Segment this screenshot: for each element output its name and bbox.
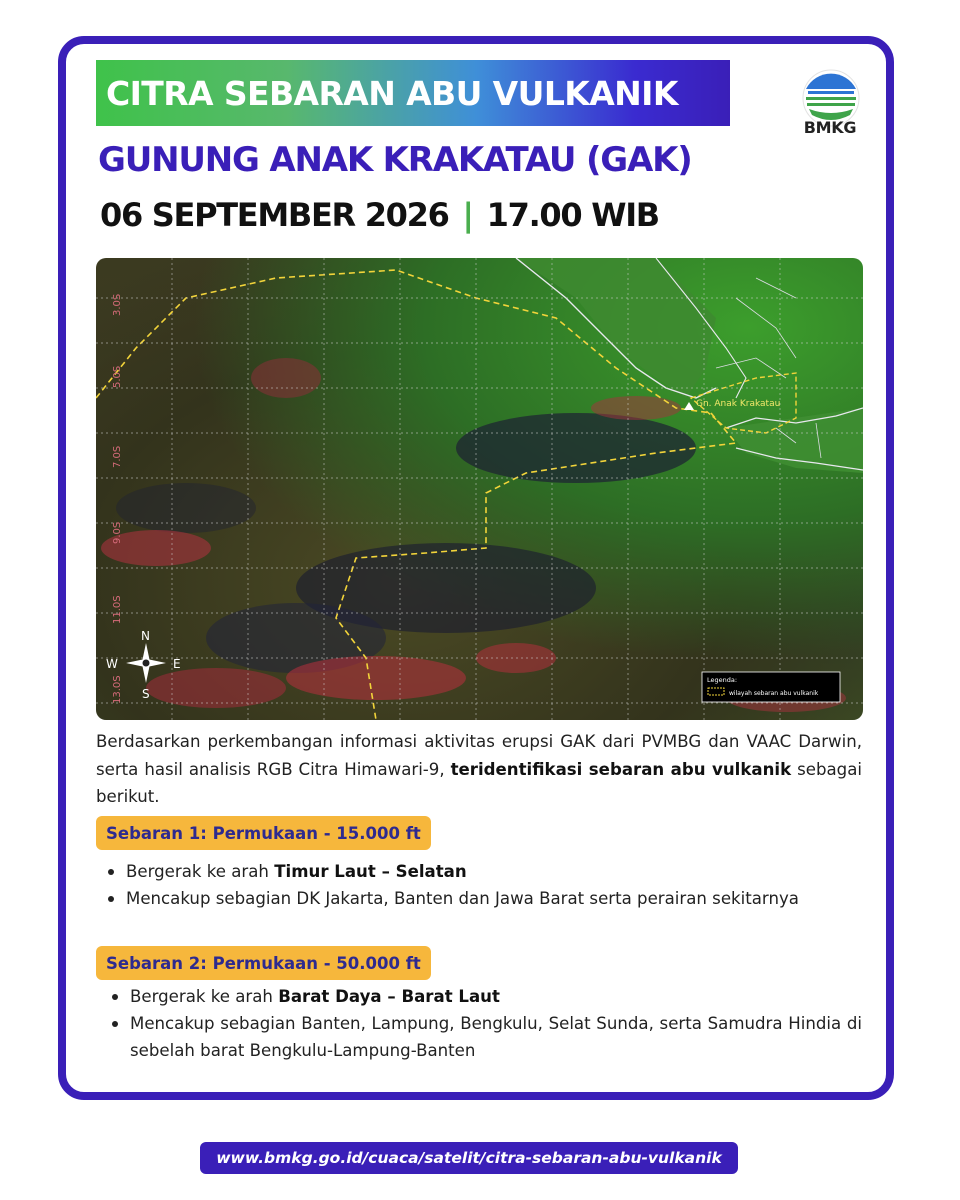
spread-2-list (106, 983, 862, 1064)
intro-text: Berdasarkan perkembangan informasi aktivitas erupsi GAK dari PVMBG dan VAAC Darwin, serta hasil analisis RGB Citra Himawari-9, (96, 732, 862, 779)
intro-paragraph (96, 728, 862, 811)
spread-1-list (102, 858, 858, 912)
compass-west: W (106, 657, 118, 671)
list-item (102, 858, 858, 885)
volcano-title: GUNUNG ANAK KRAKATAU (GAK) (98, 140, 692, 180)
intro-highlight: teridentifikasi sebaran abu vulkanik (450, 759, 792, 779)
lat-label-9s: 9.0S (112, 521, 123, 544)
satellite-ash-map (96, 258, 863, 720)
bullet-text: Bergerak ke arah (126, 862, 275, 881)
date-time-separator: | (462, 196, 473, 234)
date-text: 06 SEPTEMBER 2026 (100, 196, 449, 234)
list-item (106, 1010, 862, 1064)
date-time (100, 196, 659, 234)
spread-2-label: Sebaran 2: Permukaan - 50.000 ft (96, 946, 431, 980)
compass-south: S (142, 687, 150, 701)
bullet-direction: Barat Daya – Barat Laut (278, 987, 500, 1006)
intro-text-end: sebagai berikut. (96, 759, 862, 806)
volcano-marker-icon (684, 402, 694, 410)
spread-1-label: Sebaran 1: Permukaan - 15.000 ft (96, 816, 431, 850)
time-text: 17.00 WIB (486, 196, 659, 234)
bmkg-logo-text: BMKG (803, 118, 857, 137)
banner-title: CITRA SEBARAN ABU VULKANIK (96, 60, 730, 126)
lat-label-11s: 11.0S (112, 595, 123, 624)
bullet-direction: Timur Laut – Selatan (274, 862, 467, 881)
bullet-text: Bergerak ke arah (130, 987, 279, 1006)
footer-url-link[interactable]: www.bmkg.go.id/cuaca/satelit/citra-sebaran-abu-vulkanik (200, 1142, 738, 1174)
lat-label-7s: 7.0S (112, 445, 123, 468)
compass-east: E (173, 657, 181, 671)
compass-north: N (141, 629, 150, 643)
lat-label-13s: 13.0S (112, 675, 123, 704)
bullet-text: Mencakup sebagian Banten, Lampung, Bengkulu, Selat Sunda, serta Samudra Hindia di sebelah barat Bengkulu-Lampung-Banten (130, 1014, 862, 1060)
legend-title: Legenda: (707, 676, 738, 684)
bullet-text: Mencakup sebagian DK Jakarta, Banten dan Jawa Barat serta perairan sekitarnya (126, 889, 799, 908)
map-svg (96, 258, 863, 720)
map-legend (702, 672, 840, 702)
lat-label-3s: 3.0S (112, 293, 123, 316)
lat-label-5s: 5.0S (112, 365, 123, 388)
volcano-label: Gn. Anak Krakatau (696, 399, 781, 409)
list-item (102, 885, 858, 912)
legend-item: wilayah sebaran abu vulkanik (729, 690, 819, 697)
list-item (106, 983, 862, 1010)
